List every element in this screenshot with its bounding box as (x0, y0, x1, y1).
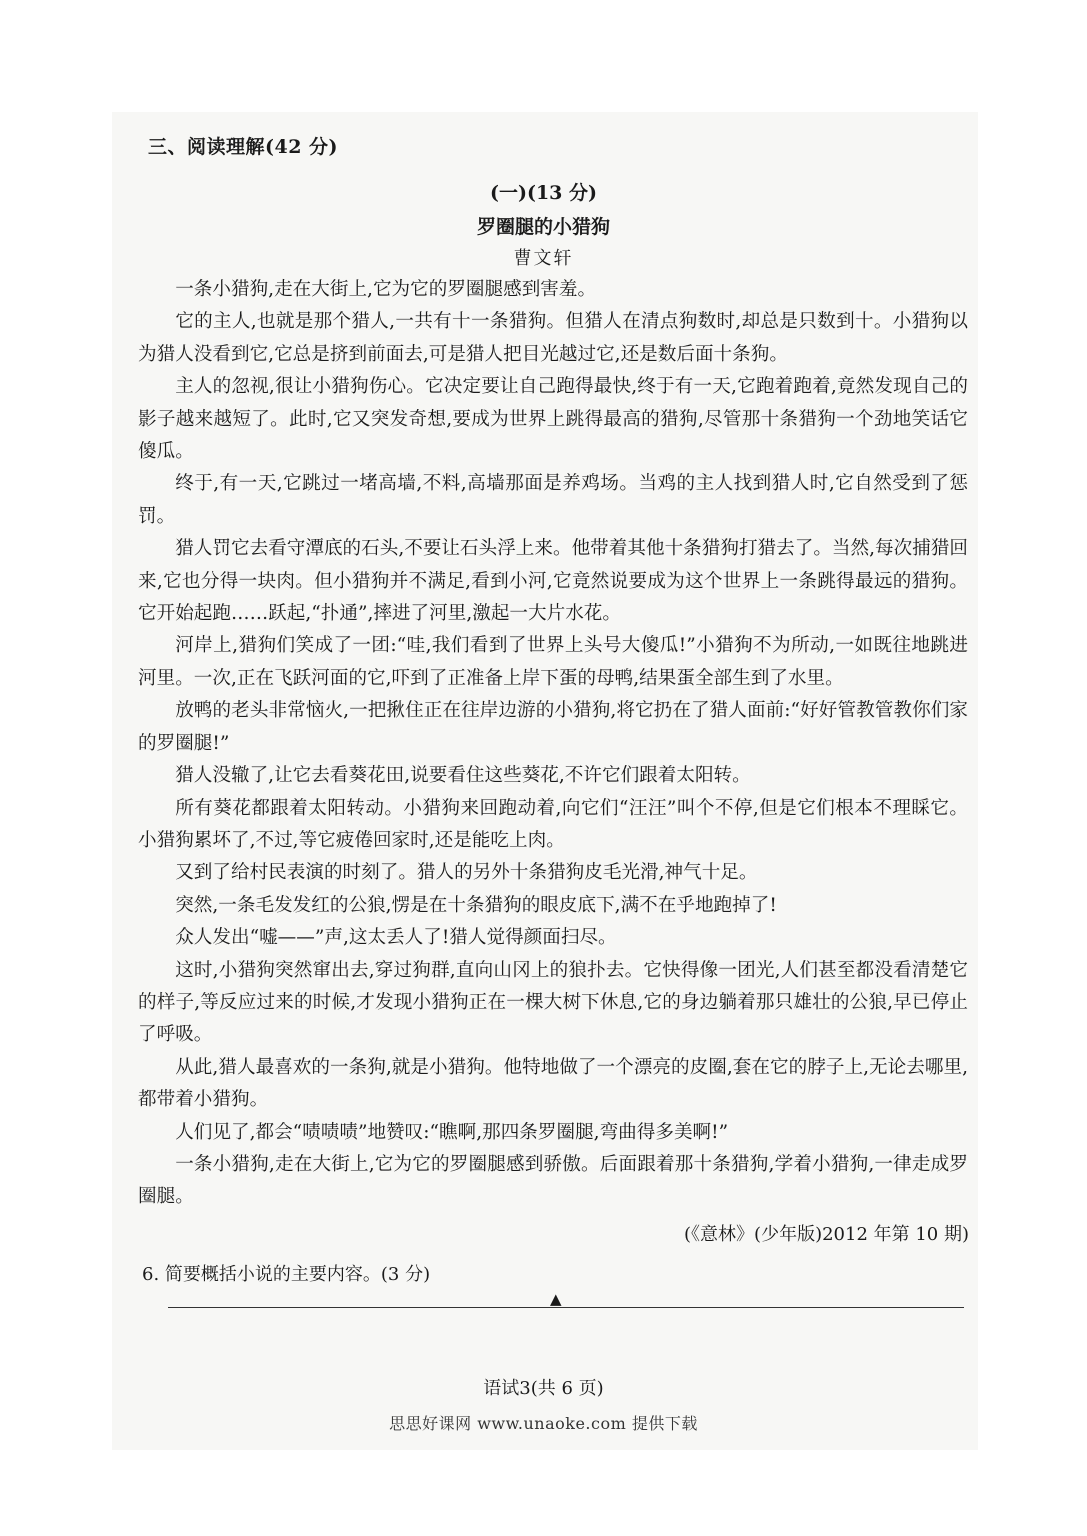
question-6: 6. 简要概括小说的主要内容。(3 分) (142, 1264, 431, 1285)
paragraph: 猎人没辙了,让它去看葵花田,说要看住这些葵花,不许它们跟着太阳转。 (175, 765, 751, 787)
paragraph: 所有葵花都跟着太阳转动。小猎狗来回跑动着,向它们“汪汪”叫个不停,但是它们根本不理睬它。小猎狗累坏了,不过,等它疲倦回家时,还是能吃上肉。 (138, 797, 968, 851)
answer-line (168, 1307, 964, 1308)
paragraph: 一条小猎狗,走在大街上,它为它的罗圈腿感到骄傲。后面跟着那十条猎狗,学着小猎狗,一律走成罗圈腿。 (138, 1153, 968, 1208)
part-label: (一)(13 分) (489, 182, 597, 204)
story-author: 曹文轩 (513, 248, 574, 269)
watermark: 思思好课网 www.unaoke.com 提供下载 (389, 1414, 698, 1433)
story-source: (《意林》(少年版)2012 年第 10 期) (684, 1224, 969, 1245)
paragraph: 河岸上,猎狗们笑成了一团:“哇,我们看到了世界上头号大傻瓜!”小猎狗不为所动,一如既往地跳进河里。一次,正在飞跃河面的它,吓到了正准备上岸下蛋的母鸭,结果蛋全部生到了水里。 (138, 635, 968, 689)
paragraph: 人们见了,都会“啧啧啧”地赞叹:“瞧啊,那四条罗圈腿,弯曲得多美啊!” (175, 1121, 729, 1143)
paragraph: 这时,小猎狗突然窜出去,穿过狗群,直向山冈上的狼扑去。它快得像一团光,人们甚至都没看清楚它的样子,等反应过来的时候,才发现小猎狗正在一棵大树下休息,它的身边躺着那只雄壮的公狼,早已停止了呼吸。 (138, 959, 968, 1046)
paragraph: 又到了给村民表演的时刻了。猎人的另外十条猎狗皮毛光滑,神气十足。 (175, 862, 758, 884)
paragraph: 它的主人,也就是那个猎人,一共有十一条猎狗。但猎人在清点狗数时,却总是只数到十。小猎狗以为猎人没看到它,它总是挤到前面去,可是猎人把目光越过它,还是数后面十条狗。 (138, 311, 968, 365)
paragraph: 众人发出“嘘——”声,这太丢人了!猎人觉得颜面扫尽。 (175, 927, 617, 949)
paragraph: 放鸭的老头非常恼火,一把揪住正在往岸边游的小猎狗,将它扔在了猎人面前:“好好管教管教你们家的罗圈腿!” (138, 700, 968, 754)
story-body (138, 274, 968, 1214)
story-title: 罗圈腿的小猎狗 (476, 216, 610, 238)
page-footer: 语试3(共 6 页) (483, 1378, 604, 1399)
paragraph: 猎人罚它去看守潭底的石头,不要让石头浮上来。他带着其他十条猎狗打猎去了。当然,每次捕猎回来,它也分得一块肉。但小猎狗并不满足,看到小河,它竟然说要成为这个世界上一条跳得最远的猎狗。它开始起跑……跃起,“扑通”,摔进了河里,激起一大片水花。 (138, 538, 968, 625)
paragraph: 一条小猎狗,走在大街上,它为它的罗圈腿感到害羞。 (175, 279, 597, 300)
paragraph: 主人的忽视,很让小猎狗伤心。它决定要让自己跑得最快,终于有一天,它跑着跑着,竟然发现自己的影子越来越短了。此时,它又突发奇想,要成为世界上跳得最高的猎狗,尽管那十条猎狗一个劲地笑话它傻瓜。 (138, 376, 968, 463)
paragraph: 从此,猎人最喜欢的一条狗,就是小猎狗。他特地做了一个漂亮的皮圈,套在它的脖子上,无论去哪里,都带着小猎狗。 (138, 1056, 968, 1111)
paragraph: 突然,一条毛发发红的公狼,愣是在十条猎狗的眼皮底下,满不在乎地跑掉了! (175, 894, 777, 916)
section-title: 三、阅读理解(42 分) (148, 136, 339, 158)
answer-marker-icon: ▲ (550, 1290, 562, 1308)
paragraph: 终于,有一天,它跳过一堵高墙,不料,高墙那面是养鸡场。当鸡的主人找到猎人时,它自然受到了惩罚。 (138, 473, 968, 527)
